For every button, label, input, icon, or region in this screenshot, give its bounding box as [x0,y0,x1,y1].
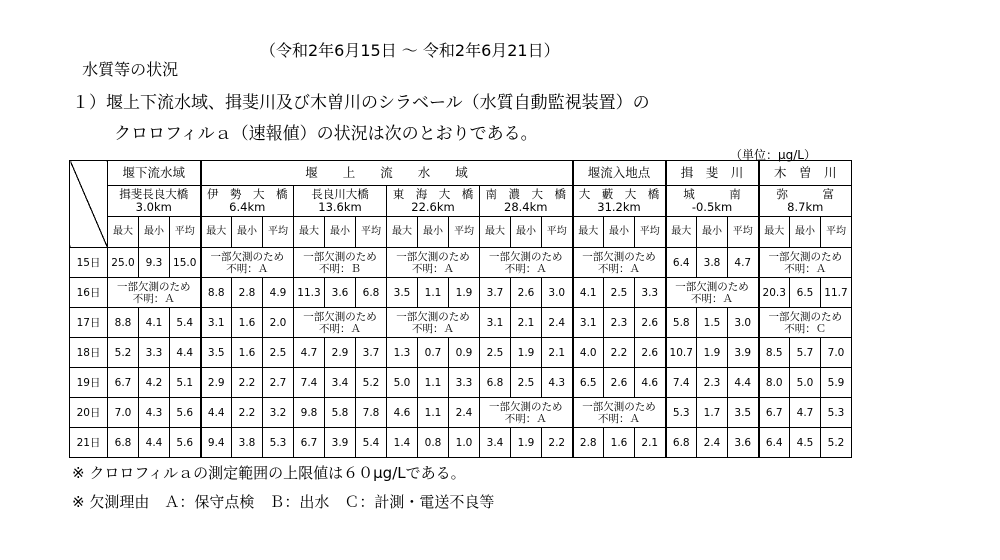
station-name: 弥 富 [776,187,834,201]
station-name: 城 南 [683,187,741,201]
missing-reason: 不明：Ａ [319,322,361,335]
value-cell: 3.9 [728,338,759,368]
missing-reason: 不明：Ａ [691,292,733,305]
station-distance: 22.6km [411,200,455,214]
value-cell: 4.3 [139,398,170,428]
note-missing-reasons: ※ 欠測理由 Ａ：保守点検 Ｂ：出水 Ｃ：計測・電送不良等 [72,493,495,511]
value-cell: 9.3 [139,248,170,278]
missing-cell [387,308,480,338]
value-cell: 8.0 [759,368,790,398]
value-cell: 5.0 [387,368,418,398]
table-row [70,308,852,338]
value-cell: 1.9 [511,338,542,368]
value-cell: 3.5 [387,278,418,308]
missing-reason: 不明：Ａ [504,262,547,275]
value-cell: 8.8 [108,308,139,338]
value-cell: 3.7 [356,338,387,368]
station-name: 東 海 大 橋 [392,187,474,201]
stat-header: 平均 [821,217,852,248]
corner-cell [70,161,108,248]
missing-cell [480,248,573,278]
value-cell: 5.9 [821,368,852,398]
stat-header: 平均 [263,217,294,248]
value-cell: 2.4 [542,308,573,338]
value-cell: 5.8 [666,308,697,338]
stat-header: 最大 [108,217,139,248]
value-cell: 6.5 [790,278,821,308]
value-cell: 5.6 [170,428,201,458]
group-header-row [70,161,852,186]
station-header [387,186,480,217]
intro-text [72,88,650,150]
value-cell: 4.1 [573,278,604,308]
group-header: 木 曽 川 [759,161,852,186]
value-cell: 3.8 [697,248,728,278]
stat-header: 最大 [201,217,232,248]
station-distance: -0.5km [691,200,733,214]
station-header [573,186,666,217]
value-cell: 2.8 [573,428,604,458]
value-cell: 7.8 [356,398,387,428]
table-row [70,368,852,398]
stat-header: 最小 [790,217,821,248]
stat-header: 平均 [635,217,666,248]
value-cell: 3.0 [728,308,759,338]
value-cell: 6.7 [294,428,325,458]
value-cell: 5.3 [666,398,697,428]
station-distance: 8.7km [787,200,824,214]
value-cell: 4.7 [790,398,821,428]
station-distance: 13.6km [318,200,362,214]
day-cell: 15日 [70,248,108,278]
missing-note: 一部欠測のため [675,280,749,293]
station-name: 揖斐長良大橋 [119,187,189,201]
missing-reason: 不明：Ａ [412,262,454,275]
value-cell: 9.4 [201,428,232,458]
value-cell: 1.9 [449,278,480,308]
value-cell: 2.1 [542,338,573,368]
value-cell: 3.1 [201,308,232,338]
missing-note: 一部欠測のため [489,400,563,413]
value-cell: 2.5 [480,338,511,368]
stat-header: 最大 [387,217,418,248]
value-cell: 2.6 [635,338,666,368]
station-distance: 6.4km [229,200,266,214]
value-cell: 7.4 [294,368,325,398]
value-cell: 2.8 [232,278,263,308]
table-row [70,428,852,458]
value-cell: 4.0 [573,338,604,368]
value-cell: 3.4 [480,428,511,458]
value-cell: 1.6 [604,428,635,458]
value-cell: 4.3 [542,368,573,398]
missing-note: 一部欠測のため [489,250,563,263]
value-cell: 4.7 [728,248,759,278]
value-cell: 25.0 [108,248,139,278]
value-cell: 5.2 [356,368,387,398]
missing-cell [573,248,666,278]
value-cell: 6.8 [666,428,697,458]
missing-note: 一部欠測のため [582,400,656,413]
missing-reason: 不明：Ａ [598,262,640,275]
value-cell: 4.1 [139,308,170,338]
value-cell: 7.0 [821,338,852,368]
value-cell: 4.4 [201,398,232,428]
value-cell: 3.3 [449,368,480,398]
value-cell: 2.2 [232,398,263,428]
report-title: 水質等の状況 [82,60,179,79]
value-cell: 6.5 [573,368,604,398]
value-cell: 4.4 [170,338,201,368]
value-cell: 5.2 [821,428,852,458]
station-name: 大 藪 大 橋 [578,187,660,201]
value-cell: 4.4 [139,428,170,458]
station-name: 南 濃 大 橋 [485,187,566,201]
value-cell: 2.2 [542,428,573,458]
group-header: 揖 斐 川 [666,161,759,186]
value-cell: 7.4 [666,368,697,398]
value-cell: 2.6 [604,368,635,398]
stat-header: 最小 [697,217,728,248]
value-cell: 5.2 [108,338,139,368]
missing-cell [387,248,480,278]
missing-note: 一部欠測のため [303,250,377,263]
station-distance: 3.0km [135,200,172,214]
station-name: 伊 勢 大 橋 [207,187,288,201]
value-cell: 3.6 [325,278,356,308]
value-cell: 2.2 [604,338,635,368]
station-header [480,186,573,217]
table-row [70,398,852,428]
value-cell: 0.8 [418,428,449,458]
stat-header: 最大 [573,217,604,248]
missing-reason: 不明：Ａ [132,292,175,305]
missing-reason: 不明：Ｃ [784,322,827,335]
intro-line-1: １）堰上下流水域、揖斐川及び木曽川のシラベール（水質自動監視装置）の [72,93,650,113]
day-cell: 17日 [70,308,108,338]
value-cell: 5.6 [170,398,201,428]
stat-header: 平均 [542,217,573,248]
missing-note: 一部欠測のため [117,280,191,293]
value-cell: 2.5 [263,338,294,368]
value-cell: 0.9 [449,338,480,368]
value-cell: 3.9 [325,428,356,458]
value-cell: 5.4 [170,308,201,338]
value-cell: 3.5 [201,338,232,368]
value-cell: 5.8 [325,398,356,428]
value-cell: 6.8 [108,428,139,458]
value-cell: 4.7 [294,338,325,368]
value-cell: 1.1 [418,278,449,308]
value-cell: 1.7 [697,398,728,428]
value-cell: 4.6 [387,398,418,428]
value-cell: 2.4 [449,398,480,428]
value-cell: 4.4 [728,368,759,398]
stat-header-row [70,217,852,248]
value-cell: 4.9 [263,278,294,308]
missing-reason: 不明：Ａ [784,262,827,275]
value-cell: 6.4 [759,428,790,458]
stat-header: 平均 [728,217,759,248]
value-cell: 4.5 [790,428,821,458]
value-cell: 6.8 [480,368,511,398]
missing-reason: 不明：Ａ [226,262,269,275]
value-cell: 3.1 [573,308,604,338]
day-cell: 20日 [70,398,108,428]
day-cell: 21日 [70,428,108,458]
value-cell: 1.5 [697,308,728,338]
stat-header: 最大 [759,217,790,248]
missing-reason: 不明：Ｂ [319,262,361,275]
value-cell: 3.4 [325,368,356,398]
station-distance: 28.4km [504,200,548,214]
stat-header: 最小 [604,217,635,248]
value-cell: 2.9 [325,338,356,368]
stat-header: 平均 [449,217,480,248]
missing-note: 一部欠測のため [396,310,470,323]
value-cell: 3.7 [480,278,511,308]
value-cell: 5.3 [263,428,294,458]
value-cell: 2.4 [697,428,728,458]
value-cell: 3.2 [263,398,294,428]
value-cell: 5.7 [790,338,821,368]
intro-line-2: クロロフィルａ（速報値）の状況は次のとおりである。 [114,124,538,144]
group-header: 堰流入地点 [573,161,666,186]
missing-note: 一部欠測のため [768,310,842,323]
value-cell: 5.1 [170,368,201,398]
missing-note: 一部欠測のため [303,310,377,323]
station-distance: 31.2km [597,200,641,214]
table-row [70,278,852,308]
station-header [201,186,294,217]
group-header: 堰下流水域 [108,161,201,186]
value-cell: 11.3 [294,278,325,308]
value-cell: 10.7 [666,338,697,368]
value-cell: 6.8 [356,278,387,308]
stat-header: 最小 [139,217,170,248]
value-cell: 3.0 [542,278,573,308]
missing-cell [294,248,387,278]
report-period: （令和2年6月15日 ～ 令和2年6月21日） [260,41,560,60]
stat-header: 最大 [294,217,325,248]
stat-header: 最小 [232,217,263,248]
value-cell: 2.5 [511,368,542,398]
missing-cell [759,308,852,338]
value-cell: 7.0 [108,398,139,428]
missing-cell [294,308,387,338]
value-cell: 4.2 [139,368,170,398]
missing-cell [108,278,201,308]
value-cell: 1.1 [418,368,449,398]
station-header-row [70,186,852,217]
value-cell: 1.9 [511,428,542,458]
station-header [666,186,759,217]
day-cell: 18日 [70,338,108,368]
table-row [70,338,852,368]
value-cell: 5.0 [790,368,821,398]
group-header: 堰 上 流 水 域 [201,161,573,186]
value-cell: 1.3 [387,338,418,368]
value-cell: 6.4 [666,248,697,278]
value-cell: 15.0 [170,248,201,278]
value-cell: 2.1 [635,428,666,458]
stat-header: 最小 [418,217,449,248]
missing-cell [759,248,852,278]
value-cell: 2.3 [697,368,728,398]
value-cell: 3.3 [635,278,666,308]
day-cell: 16日 [70,278,108,308]
value-cell: 2.0 [263,308,294,338]
missing-cell [201,248,294,278]
value-cell: 5.3 [821,398,852,428]
missing-note: 一部欠測のため [210,250,284,263]
value-cell: 2.2 [232,368,263,398]
value-cell: 2.1 [511,308,542,338]
unit-label: （単位：μg/L） [730,148,816,162]
missing-cell [480,398,573,428]
value-cell: 5.4 [356,428,387,458]
stat-header: 平均 [356,217,387,248]
value-cell: 9.8 [294,398,325,428]
value-cell: 1.6 [232,338,263,368]
stat-header: 最大 [666,217,697,248]
value-cell: 3.5 [728,398,759,428]
value-cell: 4.6 [635,368,666,398]
table-row [70,248,852,278]
value-cell: 11.7 [821,278,852,308]
value-cell: 1.0 [449,428,480,458]
value-cell: 2.3 [604,308,635,338]
stat-header: 最大 [480,217,511,248]
stat-header: 最小 [325,217,356,248]
stat-header: 平均 [170,217,201,248]
value-cell: 2.6 [635,308,666,338]
missing-reason: 不明：Ａ [598,412,640,425]
missing-note: 一部欠測のため [396,250,470,263]
value-cell: 8.8 [201,278,232,308]
missing-note: 一部欠測のため [582,250,656,263]
station-header [294,186,387,217]
station-header [759,186,852,217]
day-cell: 19日 [70,368,108,398]
station-header [108,186,201,217]
missing-reason: 不明：Ａ [504,412,547,425]
station-name: 長良川大橋 [311,187,369,201]
value-cell: 1.4 [387,428,418,458]
value-cell: 3.1 [480,308,511,338]
value-cell: 6.7 [759,398,790,428]
missing-cell [666,278,759,308]
value-cell: 2.5 [604,278,635,308]
missing-reason: 不明：Ａ [412,322,454,335]
value-cell: 0.7 [418,338,449,368]
value-cell: 2.6 [511,278,542,308]
value-cell: 8.5 [759,338,790,368]
value-cell: 1.9 [697,338,728,368]
value-cell: 3.6 [728,428,759,458]
value-cell: 2.9 [201,368,232,398]
value-cell: 1.6 [232,308,263,338]
missing-note: 一部欠測のため [768,250,842,263]
value-cell: 3.3 [139,338,170,368]
value-cell: 6.7 [108,368,139,398]
stat-header: 最小 [511,217,542,248]
missing-cell [573,398,666,428]
value-cell: 20.3 [759,278,790,308]
value-cell: 3.8 [232,428,263,458]
value-cell: 1.1 [418,398,449,428]
note-upper-limit: ※ クロロフィルａの測定範囲の上限値は６０μg/Lである。 [72,464,466,482]
value-cell: 2.7 [263,368,294,398]
chlorophyll-table [69,160,852,458]
